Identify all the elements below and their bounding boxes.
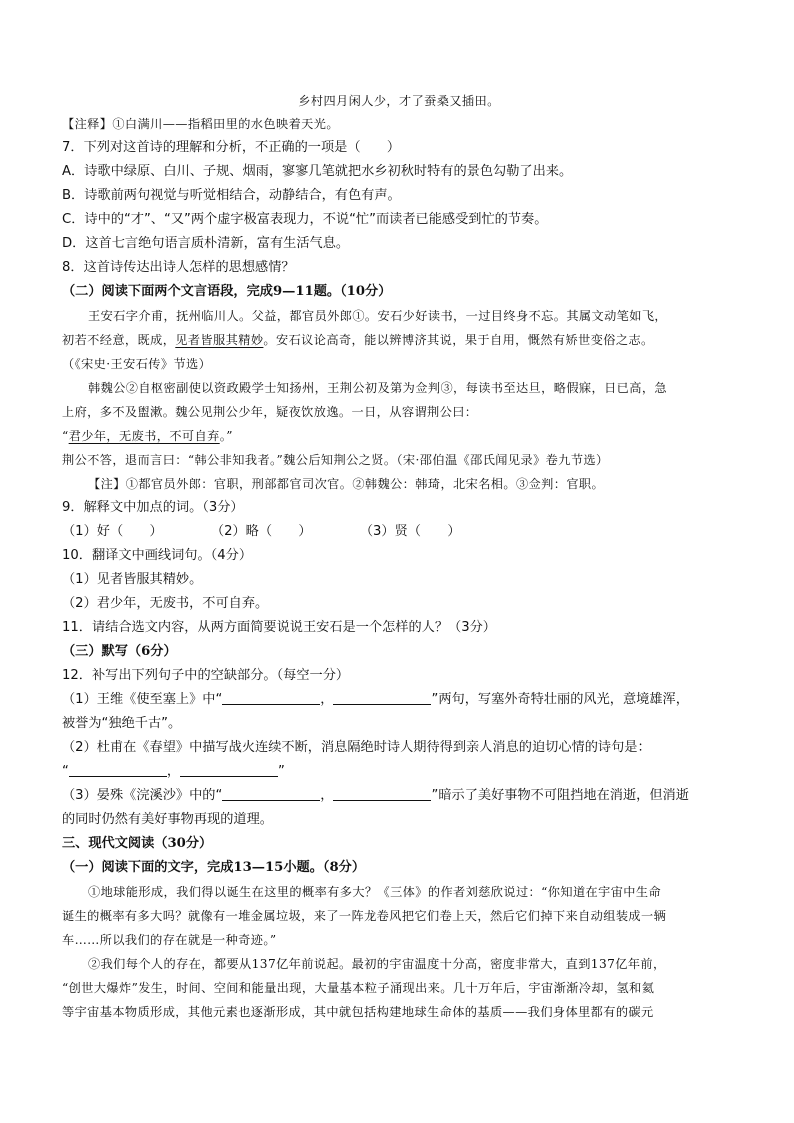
passage2-line2: 上府，多不及盥漱。魏公见荆公少年，疑夜饮放逸。一日，从容谓荆公曰： — [62, 405, 478, 419]
q7-option-c: C．诗中的“才”、“又”两个虚字极富表现力，不说“忙”而读者已能感受到忙的节奏。 — [62, 212, 548, 227]
q12-item1: （1）王维《使至塞上》中“ ， ”两句，写塞外奇特壮丽的风光，意境雄浑， — [62, 689, 736, 711]
passage2-line4: 荆公不答，退而言曰：“韩公非知我者。”魏公后知荆公之贤。（宋·邵伯温《邵氏闻见录》卷九节选） — [62, 453, 609, 467]
q10-item2: （2）君少年，无废书，不可自弃。 — [62, 596, 269, 611]
modern-p1-line2: 诞生的概率有多大吗？就像有一堆金属垃圾，来了一阵龙卷风把它们卷上天，然后它们掉下来自动组装成一辆 — [62, 909, 667, 923]
q10-item1: （1）见者皆服其精妙。 — [62, 572, 203, 587]
modern-p1-line1: ①地球能形成，我们得以诞生在这里的概率有多大？《三体》的作者刘慈欣说过：“你知道在宇宙中生命 — [88, 885, 662, 899]
passage2-line1: 韩魏公②自枢密副使以资政殿学士知扬州，王荆公初及第为佥判③，每读书至达旦，略假寐，日已高，急 — [88, 381, 668, 395]
passage1-underlined: 见者皆服其精妙 — [175, 333, 264, 347]
answer-blank[interactable] — [180, 761, 278, 777]
q10-stem: 10．翻译文中画线词句。（4分） — [62, 548, 253, 563]
q9-item3: （3）贤（ ） — [359, 524, 461, 539]
part3-sub-heading: （一）阅读下面的文字，完成13—15小题。（8分） — [62, 860, 366, 875]
q12-item3-cont: 的同时仍然有美好事物再现的道理。 — [62, 812, 273, 827]
passage2-line3: “君少年，无废书，不可自弃。” — [62, 429, 233, 443]
passage1-line2: 初若不经意，既成，见者皆服其精妙。安石议论高奇，能以辨博济其说，果于自用，慨然有矫世变俗之志。 — [62, 333, 654, 347]
q12-stem: 12．补写出下列句子中的空缺部分。（每空一分） — [62, 668, 350, 683]
q12-item2: （2）杜甫在《春望》中描写战火连续不断，消息隔绝时诗人期待得到亲人消息的迫切心情的诗句是： — [62, 740, 651, 755]
q12-item2-blanks: “ ， ” — [62, 761, 736, 783]
q12-item3: （3）晏殊《浣溪沙》中的“ ， ”暗示了美好事物不可阻挡地在消逝，但消逝 — [62, 785, 736, 807]
q7-option-a: A．诗歌中绿原、白川、子规、烟雨，寥寥几笔就把水乡初秋时特有的景色勾勒了出来。 — [62, 164, 573, 179]
q7-stem: 7．下列对这首诗的理解和分析，不正确的一项是（ ） — [62, 140, 401, 155]
passage1-source: （《宋史·王安石传》节选） — [62, 357, 212, 371]
q12-item1-cont: 被誉为“独绝千古”。 — [62, 716, 182, 731]
answer-blank[interactable] — [333, 689, 431, 705]
q9-items — [62, 521, 736, 543]
poem-note: 【注释】①白满川——指稻田里的水色映着天光。 — [62, 117, 339, 131]
answer-blank[interactable] — [333, 785, 431, 801]
modern-p2-line3: 等宇宙基本物质形成，其他元素也逐渐形成，其中就包括构建地球生命体的基质——我们身体里都有的碳元 — [62, 1005, 654, 1019]
answer-blank[interactable] — [222, 785, 320, 801]
answer-blank[interactable] — [69, 761, 167, 777]
q7-option-d: D．这首七言绝句语言质朴清新，富有生活气息。 — [62, 236, 350, 251]
section-heading-dictation: （三）默写（6分） — [62, 644, 177, 659]
modern-p2-line2: “创世大爆炸”发生，时间、空间和能量出现，大量基本粒子涌现出来。几十万年后，宇宙渐渐冷却，氢和氦 — [62, 981, 655, 995]
part3-heading: 三、现代文阅读（30分） — [62, 836, 213, 851]
q9-item1: （1）好（ ） — [62, 524, 163, 539]
passage1-line1: 王安石字介甫，抚州临川人。父益，都官员外郎①。安石少好读书，一过目终身不忘。其属文动笔如飞， — [88, 309, 668, 323]
poem-last-line: 乡村四月闲人少，才了蚕桑又插田。 — [298, 94, 500, 108]
modern-p1-line3: 车……所以我们的存在就是一种奇迹。” — [62, 933, 277, 947]
answer-blank[interactable] — [222, 689, 320, 705]
q7-option-b: B．诗歌前两句视觉与听觉相结合，动静结合，有色有声。 — [62, 188, 401, 203]
q9-item2: （2）略（ ） — [210, 524, 312, 539]
passage2-underlined: 君少年，无废书，不可自弃 — [68, 429, 220, 443]
q8-stem: 8．这首诗传达出诗人怎样的思想感情？ — [62, 260, 295, 275]
section-heading-classical: （二）阅读下面两个文言语段，完成9—11题。（10分） — [62, 284, 392, 299]
q11-stem: 11．请结合选文内容，从两方面简要说说王安石是一个怎样的人？（3分） — [62, 620, 496, 635]
modern-p2-line1: ②我们每个人的存在，都要从137亿年前说起。最初的宇宙温度十分高，密度非常大，直到137亿年前， — [88, 957, 666, 971]
q9-stem: 9．解释文中加点的词。（3分） — [62, 500, 244, 515]
passage-notes: 【注】①都官员外郎：官职，刑部都官司次官。②韩魏公：韩琦，北宋名相。③佥判：官职。 — [88, 477, 605, 491]
